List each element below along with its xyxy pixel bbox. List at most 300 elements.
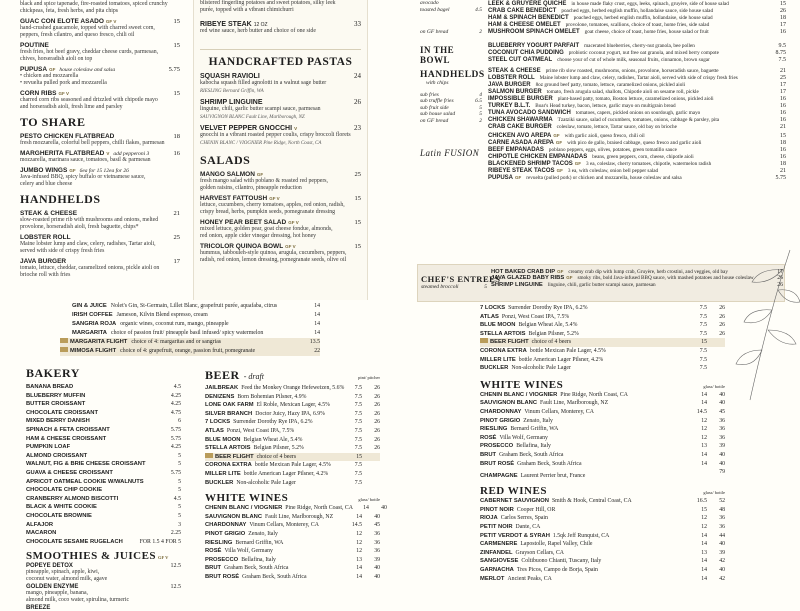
- drink-item: [205, 401, 380, 410]
- item-name: HONEY PEAR BEET SALAD: [200, 219, 287, 226]
- item-line: [488, 175, 786, 181]
- item-description: • revuelta pulled pork and mozzarella: [20, 80, 107, 86]
- drink-prices: [691, 356, 725, 365]
- drink-price-2: 26: [719, 305, 725, 311]
- drink-name: PINOT NOIR: [480, 506, 514, 513]
- wine-pairing: RIESLING Bernard Griffin, WA: [200, 89, 264, 94]
- menu-item: [488, 147, 786, 153]
- menu-item: [200, 171, 361, 192]
- item-price: 21: [173, 210, 180, 217]
- item-name-wrap: [488, 50, 772, 56]
- bakery-price: FOR 1.5 4 FOR 5: [139, 538, 181, 545]
- drink-prices: [346, 564, 380, 573]
- item-description: provolone, horseradish aioli, fresh baguette, chips*: [20, 224, 139, 230]
- item-description: brioche roll with fries: [20, 272, 71, 278]
- item-description: goat cheese, choice of toast, home fries, house salad or fruit: [584, 29, 709, 35]
- drink-name: CABERNET SAUVIGNON: [480, 498, 549, 505]
- cocktail-name-wrap: [72, 320, 310, 329]
- item-price: 21: [780, 67, 786, 74]
- item-name-wrap: [20, 258, 170, 265]
- item-name: CARNE ASADA AREPA: [488, 139, 554, 146]
- drink-name: BEER FLIGHT: [490, 339, 529, 346]
- drink-price-1: 13: [356, 556, 362, 563]
- drink-price-2: 26: [719, 313, 725, 320]
- cocktail-name-wrap: [72, 329, 310, 338]
- side-name: sub house salad: [420, 111, 456, 117]
- drink-prices: [346, 418, 380, 427]
- drink-price-2: 52: [719, 498, 725, 505]
- drink-name-wrap: [480, 540, 691, 549]
- bakery-price: 4.5: [173, 495, 181, 502]
- drink-price-1: 14: [701, 567, 707, 574]
- drink-name-wrap: [480, 514, 691, 523]
- item-name-wrap: [200, 125, 350, 132]
- chef-sub: steamed broccoli: [421, 284, 459, 290]
- drink-prices: [691, 408, 725, 417]
- cocktail-name: MARGARITA FLIGHT: [70, 339, 128, 345]
- drink-prices: [691, 451, 725, 460]
- desc-line: blistered fingerling potatoes and sweet potatoes, silky leek: [200, 0, 336, 6]
- menu-item: [20, 18, 180, 39]
- item-name: CRAB CAKE BENEDICT: [488, 8, 557, 14]
- drink-price-1: 14: [356, 565, 362, 572]
- drink-prices: [346, 530, 380, 539]
- bakery-price: 4.75: [170, 409, 181, 416]
- item-line: [488, 110, 786, 116]
- drink-description: Zenato, Italy: [523, 417, 553, 424]
- drink-item: [480, 468, 725, 480]
- item-name: HARVEST FATTOUSH: [200, 195, 268, 202]
- appetizer-list: [20, 18, 180, 111]
- drink-price-1: 7.5: [354, 462, 362, 469]
- item-line: [488, 133, 786, 139]
- drink-price-2: 26: [374, 393, 380, 400]
- item-description: linguine, chili, garlic butter scampi sauce, parmesan: [547, 281, 656, 288]
- bakery-item: [26, 452, 181, 461]
- drink-description: choice of 4 beers: [531, 339, 572, 346]
- flight-item: [60, 347, 320, 356]
- drink-description: Fault Line, Marlborough, NZ: [540, 400, 609, 407]
- item-description: Java-infused BBQ, spicy buffalo or vietnamese sauce,: [20, 174, 146, 180]
- item-description: creamy crab dip with lump crab, Gruyère, herb crostini, and veggies, old bay: [568, 268, 728, 275]
- bakery-item: [26, 400, 181, 409]
- item-description: fresh mozzarella, colorful bell peppers, chilli flakes, parmesan: [20, 140, 165, 146]
- beer-list: [205, 384, 380, 487]
- item-price: 15: [173, 18, 180, 25]
- drink-prices: [346, 461, 380, 470]
- item-tag: GF V: [269, 196, 280, 201]
- drink-price-1: 14: [701, 558, 707, 565]
- drink-item: [480, 514, 725, 523]
- item-description: almond milk, coco water, spirulina, turmeric: [26, 597, 130, 604]
- drink-item: [205, 418, 380, 427]
- drink-prices: [691, 460, 725, 469]
- item-price: 18: [780, 15, 786, 21]
- item-name-wrap: [488, 82, 776, 88]
- breakfast-top: [420, 0, 790, 36]
- item-line: [488, 50, 786, 56]
- flight-item: [60, 338, 320, 347]
- drink-item: [480, 532, 725, 541]
- drink-price-2: 40: [719, 460, 725, 467]
- drink-name-wrap: [205, 504, 353, 513]
- item-name: JAVA BURGER: [20, 258, 67, 265]
- bakery-name: BUTTER CROISSANT: [26, 401, 86, 408]
- item-line: [488, 147, 786, 153]
- item-description: fresh mango salad with poblano & roasted red peppers,: [200, 178, 328, 184]
- item-description: golden raisins, cilantro, pineapple reduction: [200, 185, 302, 191]
- cocktail-description: Nolet's Gin, St-Germain, Lillet Blanc, grapefruit purée, aquafaba, citrus: [110, 303, 278, 309]
- drink-price-1: 7.5: [699, 330, 707, 337]
- item-price: 21: [780, 167, 786, 174]
- drink-prices: [353, 504, 387, 513]
- drink-name-wrap: [205, 384, 346, 393]
- item-description: prime rib slow roasted, mushrooms, onions, provolone, horseradish sauce, baguette: [545, 67, 719, 74]
- drink-name: ATLAS: [205, 427, 224, 434]
- item-price: 24: [354, 72, 361, 80]
- item-name: GOLDEN ENZYME: [26, 584, 79, 591]
- menu-item: [20, 90, 180, 111]
- drink-description: Bernard Griffin, WA: [510, 426, 559, 433]
- divider: [200, 49, 361, 50]
- item-tag: GF: [69, 168, 76, 173]
- bakery-price: 4.25: [170, 444, 181, 451]
- wine-pairing: SAUVIGNON BLANC Fault Line, Marlborough, NZ: [200, 115, 305, 120]
- drink-description: Fault Line, Marlborough, NZ: [265, 513, 334, 520]
- drink-item: [205, 410, 380, 419]
- drink-price-2: 36: [719, 524, 725, 531]
- drink-price-1: 14: [701, 391, 707, 398]
- drink-item: [480, 330, 725, 339]
- drink-description: Graham Beck, South Africa: [517, 460, 582, 467]
- drink-prices: [691, 330, 725, 339]
- drink-description: Bellafina, Italy: [241, 556, 276, 563]
- side-price: 5: [479, 104, 482, 111]
- drink-price-2: 40: [719, 541, 725, 548]
- drink-description: Surrender Dorothy Rye IPA, 6.2%: [233, 419, 313, 426]
- drink-name: JAILBREAK: [205, 385, 239, 391]
- item-description: • chicken and mozzarella: [20, 73, 79, 79]
- drink-name-wrap: [205, 539, 346, 548]
- menu-item: [488, 175, 786, 181]
- salad-list: [200, 171, 361, 264]
- item-line: [488, 82, 786, 88]
- item-name: MANGO SALMON: [200, 171, 255, 178]
- drink-name-wrap: [480, 442, 691, 451]
- addon: on GF bread: [420, 29, 449, 35]
- item-description: mixed lettuce, golden pear, goat cheese fondue, almonds,: [200, 226, 333, 232]
- drink-item: [480, 321, 725, 330]
- drink-description: Vinum Cellars, Monterey, CA: [249, 522, 319, 529]
- item-price: 17: [780, 81, 786, 88]
- drink-name-wrap: [480, 408, 691, 417]
- cocktail-description: choice of 4: margaritas and or sangrias: [131, 339, 222, 345]
- item-name-wrap: [488, 168, 776, 174]
- item-name-wrap: [20, 150, 170, 157]
- item-tag: V: [106, 151, 110, 156]
- item-name: JAVA GLAZED BABY RIBS: [491, 275, 565, 281]
- drink-prices: [691, 575, 725, 584]
- drink-name-wrap: [205, 393, 346, 402]
- item-description: beans, green peppers, corn, cheese, chipotle aioli: [592, 153, 694, 160]
- drink-description: Feed the Monkey Orange Hefeweizen, 5.6%: [241, 385, 345, 391]
- item-price: 18: [173, 133, 180, 140]
- drink-price-1: 13: [701, 549, 707, 556]
- drink-description: bottle American Lager Pilsner, 4.2%: [243, 470, 329, 477]
- bakery-item: [26, 435, 181, 444]
- pasta-list: [200, 72, 361, 147]
- drink-description: Dante, CA: [515, 524, 541, 531]
- drink-item: [480, 523, 725, 532]
- item-line: [488, 140, 786, 146]
- drink-price-2: 26: [374, 445, 380, 452]
- item-price: 17: [780, 88, 786, 95]
- side-option: [420, 118, 482, 125]
- item-line: [20, 133, 180, 140]
- cocktail-price: 22: [314, 348, 320, 354]
- drink-description: bottle Mexican Pale Lager, 4.5%: [529, 347, 606, 354]
- drink-prices: [691, 532, 725, 541]
- item-line: [20, 234, 180, 241]
- item-name-wrap: [488, 8, 776, 14]
- drink-name: CORONA EXTRA: [480, 347, 527, 354]
- drink-item: [205, 427, 380, 436]
- section-title-chefs: CHEF'S ENTREES: [421, 274, 501, 284]
- drink-item: [480, 566, 725, 575]
- drink-price-1: 7.5: [699, 305, 707, 311]
- item-description: poblano peppers, eggs, olives, potatoes, green tomatillo sauce: [548, 146, 677, 153]
- item-tag: GF: [49, 67, 56, 72]
- drink-price-2: 26: [374, 402, 380, 409]
- item-name-wrap: [200, 195, 351, 202]
- item-line: [488, 22, 786, 28]
- drink-price-2: 36: [374, 539, 380, 546]
- menu-item: [200, 195, 361, 216]
- menu-item: [488, 57, 786, 63]
- item-line: [200, 195, 361, 202]
- cocktail-name: IRISH COFFEE: [72, 312, 113, 318]
- ribeye-prev-desc: [200, 0, 361, 14]
- item-extra: 6ea for 15 12ea for 26: [79, 168, 129, 174]
- drink-item: [480, 451, 725, 460]
- drink-item: [205, 547, 380, 556]
- drink-description: Lapostolle, Rapel Valley, Chile: [520, 541, 593, 548]
- item-price: 15: [173, 42, 180, 49]
- drink-name: PINOT GRIGIO: [480, 417, 521, 424]
- cocktail-name: SANGRIA ROJA: [72, 321, 117, 327]
- menu-item: [200, 219, 361, 240]
- drink-name: BRUT ROSÉ: [480, 460, 515, 467]
- drink-price-2: 48: [719, 506, 725, 513]
- drink-prices: [346, 401, 380, 410]
- item-description: slow-roasted prime rib with mushrooms and onions, melted: [20, 217, 159, 223]
- flight-badge: [480, 338, 488, 343]
- menu-item: [20, 234, 180, 255]
- drink-item: [205, 436, 380, 445]
- item-name: PUPUSA: [20, 66, 48, 73]
- item-extra: add pepperoni 3: [113, 151, 150, 157]
- item-description: smoky ribs, bold Java-infused BBQ sauce, with mashed potatoes and house coleslaw: [577, 275, 754, 281]
- bowl-title-wrap: [420, 42, 482, 65]
- drink-price-2: 40: [719, 400, 725, 407]
- drink-name-wrap: [205, 521, 346, 530]
- drink-prices: [346, 479, 380, 488]
- bakery-item: [26, 383, 181, 392]
- drink-price-2: 36: [719, 417, 725, 424]
- drink-name: CHARDONNAY: [480, 408, 522, 415]
- drink-price-1: 12: [356, 539, 362, 546]
- item-line: [488, 75, 786, 81]
- item-description: Boar's Head turkey, bacon, lettuce, garlic mayo on multigrain bread: [535, 102, 676, 109]
- bakery-item: [26, 469, 181, 478]
- drink-name-wrap: [480, 425, 691, 434]
- item-name: PUPUSA: [488, 174, 514, 181]
- item-price: 9.5: [778, 42, 786, 49]
- bakery-item: [26, 486, 181, 495]
- item-name: CHIPOTLE CHICKEN EMPANADAS: [488, 153, 588, 160]
- menu-item: [488, 89, 786, 95]
- item-line: [488, 96, 786, 102]
- menu-item: [200, 98, 361, 121]
- bakery-item: [26, 529, 181, 538]
- drink-description: Non-alcoholic Pale Lager: [511, 365, 571, 372]
- item-name-wrap: [200, 99, 350, 106]
- item-description: and horseradish aioli, fresh lime and parsley: [20, 104, 123, 110]
- item-price: 21: [780, 123, 786, 130]
- drink-prices: [346, 556, 380, 565]
- drink-price-1: 7.5: [699, 356, 707, 363]
- drink-price-2: 42: [719, 575, 725, 582]
- item-line: [200, 124, 361, 132]
- drink-price-2: 40: [719, 567, 725, 574]
- item-line: [488, 89, 786, 95]
- drink-item: [480, 304, 725, 313]
- item-name: HAM & CHEESE OMELET: [488, 22, 561, 28]
- drink-prices: [691, 514, 725, 523]
- drink-description: Bellafina, Italy: [516, 443, 551, 450]
- drink-price-1: 14: [363, 505, 369, 512]
- bakery-item: [26, 495, 181, 504]
- drink-prices: [346, 384, 380, 393]
- item-description: revuelta (pulled pork) or chicken and mozzarella, house coleslaw and salsa: [526, 174, 682, 181]
- drink-item: [480, 434, 725, 443]
- item-description: tomatoes, capers, pickled onions on sourdough, garlic mayo: [575, 109, 701, 116]
- item-description: charred corn ribs seasoned and drizzled with chipotle mayo: [20, 97, 158, 103]
- drink-price-2: 36: [719, 434, 725, 441]
- bakery-item: [26, 409, 181, 418]
- bakery-name: ALMOND CROISSANT: [26, 452, 88, 459]
- drink-name: MILLER LITE: [480, 356, 516, 363]
- smoothie-list: [26, 563, 181, 611]
- drink-price-2: 26: [374, 419, 380, 426]
- white-wine-list: [205, 504, 387, 581]
- item-description: kabocha squash filled agnolotti in a walnut sage butter: [200, 80, 327, 86]
- item-price: 5.75: [775, 174, 786, 181]
- drink-price-2: 39: [374, 556, 380, 563]
- drink-description: Non-alcoholic Pale Lager: [236, 479, 296, 486]
- drink-name-wrap: [480, 497, 691, 506]
- item-line: [20, 258, 180, 265]
- item-name-wrap: [488, 117, 776, 123]
- drink-description: Graham Beck, South Africa: [499, 451, 564, 458]
- flight-badge: [60, 338, 68, 343]
- item-tag: GF: [256, 172, 264, 177]
- item-description: probiotic coconut yogurt, nut free oat granola, and mixed berry compote: [568, 49, 719, 56]
- drink-prices: [346, 573, 380, 582]
- bakery-item: [26, 521, 181, 530]
- item-description: choose your of cut of whole milk, seasonal fruits, cinnamon, brown sugar: [557, 56, 710, 63]
- drink-name-wrap: [205, 556, 346, 565]
- item-price: 15: [173, 90, 180, 97]
- item-name: MARGHERITA FLATBREAD: [20, 150, 105, 157]
- menu-item: [488, 133, 786, 139]
- drink-item: [480, 391, 725, 400]
- item-description: 3 ea, with coleslaw, onion bell pepper salad: [567, 167, 659, 174]
- item-line: [488, 117, 786, 123]
- breakfast-addons: [420, 0, 482, 36]
- item-description: in house made flaky crust, eggs, leeks, spinach, gruyère, side of house salad: [571, 1, 729, 7]
- drink-name: ATLAS: [480, 313, 499, 320]
- drink-name: BUCKLER: [205, 479, 234, 486]
- drink-name: PROSECCO: [480, 443, 514, 450]
- drink-name-wrap: [480, 451, 691, 460]
- section-title-fusion: Latin FUSION: [420, 147, 480, 158]
- item-line: [200, 171, 361, 178]
- item-line: [488, 124, 786, 130]
- drink-prices: [346, 436, 380, 445]
- side-name: sub fruit side: [420, 104, 449, 111]
- drink-description: Coltibuono Chianti, Tuscany, Italy: [521, 558, 602, 565]
- drink-name-wrap: [480, 338, 691, 347]
- bakery-name: CHOCOLATE SESAME RUGELACH: [26, 538, 123, 545]
- drink-name: MERLOT: [480, 575, 505, 582]
- drink-description: Pine Ridge, North Coast, CA: [285, 505, 353, 512]
- menu-item: [20, 150, 180, 164]
- item-line: [26, 605, 181, 611]
- wine-column-head: glass/ bottle: [358, 497, 380, 503]
- cocktail-name-wrap: [72, 311, 310, 320]
- ribeye-steak-item: [200, 20, 361, 28]
- drink-name: CHENIN BLANC / VIOGNIER: [205, 505, 283, 512]
- item-tag: GF V: [288, 220, 299, 225]
- menu-item: [20, 42, 180, 63]
- item-price: 26: [354, 98, 361, 106]
- bakery-price: 5: [178, 461, 181, 468]
- fusion-title-wrap: [420, 132, 482, 181]
- bakery-name: CHOCOLATE BROWNIE: [26, 512, 92, 519]
- drink-price-2: 40: [374, 565, 380, 572]
- item-name-wrap: [20, 167, 176, 174]
- drink-price-1: 7.5: [699, 313, 707, 320]
- menu-item: [488, 161, 786, 167]
- drink-price-1: 7.5: [354, 427, 362, 434]
- menu-item: [20, 133, 180, 147]
- bowl-section: [420, 42, 790, 65]
- drink-name-wrap: [480, 575, 691, 584]
- drink-price-2: 26: [374, 410, 380, 417]
- item-name: GUAC CON ELOTE ASADO: [20, 18, 104, 25]
- bakery-name: MIXED BERRY DANISH: [26, 418, 90, 425]
- white-wine-right-list: [480, 391, 725, 481]
- drink-price-1: 15: [356, 453, 362, 460]
- section-title-to-share: TO SHARE: [20, 115, 86, 129]
- chefs-title-wrap: [418, 265, 501, 290]
- drink-name: STELLA ARTOIS: [205, 445, 251, 452]
- bakery-item: [26, 538, 181, 547]
- drink-item: [205, 479, 380, 488]
- item-tag: GF: [557, 268, 564, 274]
- item-price: 15: [354, 243, 361, 250]
